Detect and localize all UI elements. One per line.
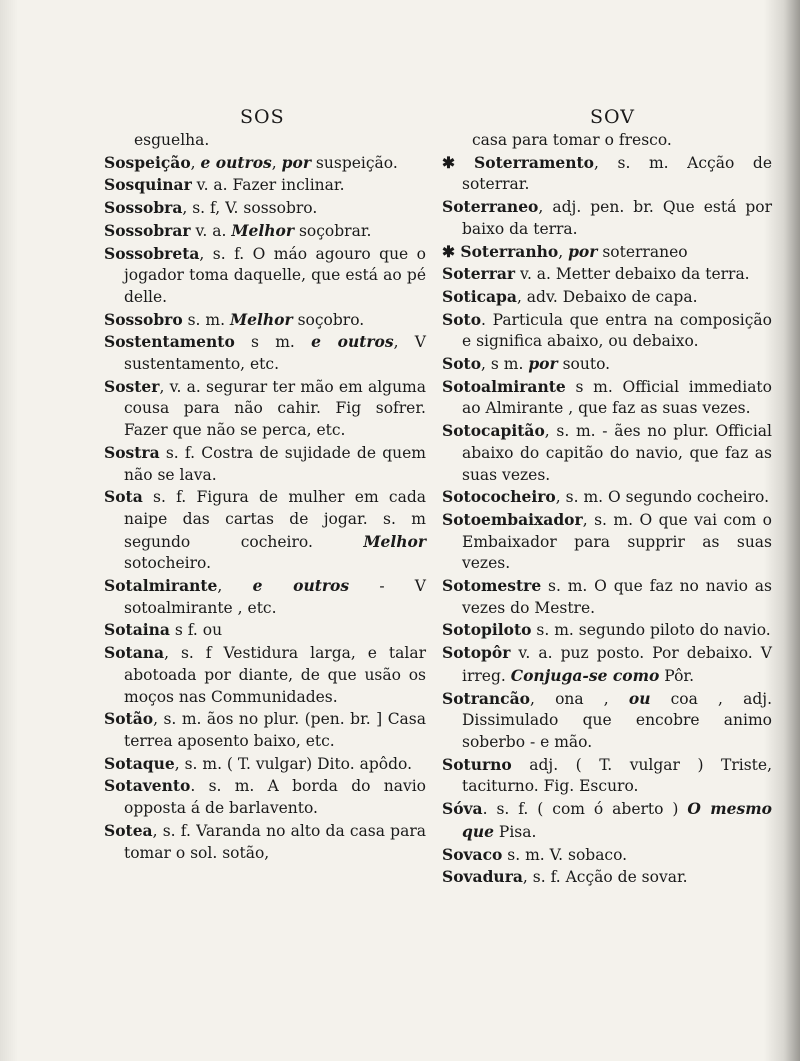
- definition-text: Pôr.: [659, 666, 695, 685]
- dictionary-entry: [442, 688, 772, 754]
- definition-text: soçobro.: [292, 310, 365, 329]
- headword: Sospeição: [104, 152, 191, 172]
- definition-text: , s m.: [481, 355, 529, 374]
- definition-text: casa para tomar o fresco.: [472, 131, 672, 149]
- dictionary-entry: [104, 442, 426, 486]
- headword: Sossobra: [104, 198, 183, 218]
- definition-text: s. m.: [182, 310, 230, 329]
- headword: ✱ Soterramento: [442, 152, 594, 172]
- italic-note: e outros: [311, 332, 394, 352]
- definition-text: ,: [190, 153, 201, 172]
- headword: Sotococheiro: [442, 487, 556, 507]
- definition-text: sotocheiro.: [124, 554, 212, 573]
- definition-text: , adv. Debaixo de capa.: [516, 287, 698, 306]
- right-column: [442, 130, 772, 889]
- definition-text: adj. ( T. vulgar ) Triste, taciturno. Fig. Escuro.: [462, 755, 772, 796]
- headword: Sotrancão: [442, 688, 530, 708]
- headword: Sovadura: [442, 867, 523, 887]
- dictionary-entry: [104, 708, 426, 752]
- definition-text: , s. m. Acção de soterrar.: [462, 153, 772, 194]
- dictionary-entry: [104, 309, 426, 332]
- headword: Sóva: [442, 799, 483, 819]
- dictionary-entry: [442, 619, 772, 642]
- definition-text: s. f. Figura de mulher em cada naipe das cartas de jogar. s. m segundo cocheiro.: [124, 488, 426, 551]
- definition-text: v. a.: [190, 221, 232, 240]
- left-column: [104, 130, 426, 864]
- italic-note: e outros: [200, 152, 272, 172]
- headword: Sossobrar: [104, 220, 191, 240]
- definition-text: soçobrar.: [294, 221, 372, 240]
- definition-text: coa , adj. Dissimulado que encobre animo soberbo - e mão.: [462, 689, 772, 751]
- italic-note: por: [568, 241, 598, 261]
- headword: Soto: [442, 354, 482, 374]
- italic-note: ou: [628, 688, 651, 708]
- definition-text: - V sotoalmirante , etc.: [124, 577, 426, 617]
- dictionary-entry: [442, 866, 772, 889]
- italic-note: Conjuga-se como: [510, 665, 660, 685]
- headword: Soster: [104, 376, 160, 396]
- headword: Sotoalmirante: [442, 376, 566, 396]
- dictionary-entry: [442, 798, 772, 843]
- left-running-head: SOS: [240, 106, 285, 128]
- dictionary-entry: [104, 197, 426, 220]
- definition-text: , s. m. ( T. vulgar) Dito. apôdo.: [174, 754, 412, 773]
- dictionary-entry: [104, 243, 426, 309]
- definition-text: suspeição.: [311, 153, 398, 172]
- dictionary-entry: [104, 331, 426, 375]
- page-left-margin: [0, 0, 18, 1061]
- definition-text: , V sustentamento, etc.: [124, 333, 426, 374]
- definition-text: , adj. pen. br. Que está por baixo da terra.: [462, 198, 772, 238]
- italic-note: por: [528, 354, 558, 374]
- dictionary-entry: [442, 353, 772, 376]
- definition-text: s f. ou: [169, 621, 223, 640]
- definition-text: , s. m. O que vai com o Embaixador para supprir as suas vezes.: [462, 510, 772, 573]
- definition-text: , s. f. Varanda no alto da casa para tomar o sol. sotão,: [124, 821, 426, 862]
- headword: Sostentamento: [104, 332, 235, 352]
- dictionary-entry: [442, 575, 772, 619]
- definition-text: ,: [558, 242, 569, 261]
- dictionary-entry: [104, 619, 426, 642]
- definition-text: s m.: [234, 333, 312, 352]
- definition-text: Pisa.: [493, 822, 537, 841]
- definition-text: , s. m. ãos no plur. (pen. br. ] Casa terrea aposento baixo, etc.: [124, 710, 426, 750]
- definition-text: v. a. Metter debaixo da terra.: [515, 265, 750, 284]
- definition-text: souto.: [557, 355, 611, 374]
- definition-text: ,: [217, 577, 253, 596]
- definition-text: v. a. puz posto. Por debaixo. V irreg.: [462, 644, 772, 685]
- definition-text: , s. f Vestidura larga, e talar abotoada por diante, de que usão os moços nas Communidades.: [124, 644, 426, 706]
- dictionary-entry: [442, 309, 772, 353]
- dictionary-entry: [442, 642, 772, 687]
- headword: Soto: [442, 309, 482, 329]
- dictionary-entry: [104, 753, 426, 776]
- italic-note: O mesmo que: [462, 799, 772, 841]
- headword: Soticapa: [442, 286, 517, 306]
- definition-text: , s. m. O segundo cocheiro.: [555, 488, 770, 507]
- dictionary-entry: [104, 575, 426, 619]
- dictionary-entry: [104, 152, 426, 175]
- dictionary-entry: [442, 241, 772, 264]
- dictionary-entry: [104, 174, 426, 197]
- definition-text: ,: [271, 153, 282, 172]
- definition-text: s. m. segundo piloto do navio.: [531, 621, 771, 640]
- dictionary-entry: [442, 376, 772, 420]
- headword: Sotalmirante: [104, 576, 218, 596]
- headword: Sosquinar: [104, 175, 192, 195]
- italic-note: Melhor: [229, 309, 293, 329]
- definition-text: s m. Official immediato ao Almirante , que faz as suas vezes.: [462, 377, 772, 418]
- dictionary-entry: [442, 844, 772, 867]
- definition-text: s. m. V. sobaco.: [502, 845, 628, 864]
- headword: Sotoembaixador: [442, 509, 583, 529]
- italic-note: Melhor: [231, 220, 295, 240]
- definition-text: , s. m. - ães no plur. Official abaixo do capitão do navio, que faz as suas vezes.: [462, 422, 772, 484]
- dictionary-entry: [104, 486, 426, 575]
- dictionary-entry: [442, 130, 772, 152]
- dictionary-entry: [442, 263, 772, 286]
- dictionary-entry: [442, 286, 772, 309]
- dictionary-entry: [442, 196, 772, 240]
- headword: Sostra: [104, 442, 160, 462]
- dictionary-entry: [442, 486, 772, 509]
- italic-note: e outros: [252, 576, 350, 596]
- dictionary-entry: [442, 509, 772, 575]
- dictionary-entry: [104, 130, 426, 152]
- definition-text: , s. f. O máo agouro que o jogador toma daquelle, que está ao pé delle.: [124, 244, 426, 306]
- headword: Sotocapitão: [442, 421, 545, 441]
- definition-text: , s. f. Acção de sovar.: [522, 868, 688, 887]
- headword: Sotomestre: [442, 576, 542, 596]
- definition-text: s. m. O que faz no navio as vezes do Mestre.: [462, 577, 772, 617]
- definition-text: , s. f, V. sossobro.: [182, 199, 318, 218]
- dictionary-entry: [104, 376, 426, 442]
- headword: Sotopôr: [442, 643, 511, 663]
- definition-text: . s. f. ( com ó aberto ): [482, 800, 688, 819]
- definition-text: soterraneo: [597, 242, 688, 261]
- headword: Soterrar: [442, 264, 516, 284]
- dictionary-entry: [104, 820, 426, 864]
- headword: Soterraneo: [442, 197, 539, 217]
- definition-text: . Particula que entra na composição e significa abaixo, ou debaixo.: [462, 310, 772, 351]
- definition-text: , v. a. segurar ter mão em alguma cousa para não cahir. Fig sofrer. Fazer que não se perca, etc.: [124, 377, 426, 440]
- headword: Sossobreta: [104, 243, 200, 263]
- right-running-head: SOV: [590, 106, 635, 128]
- headword: ✱ Soterranho: [442, 241, 559, 261]
- headword: Sotaina: [104, 620, 170, 640]
- headword: Sotopiloto: [442, 620, 532, 640]
- dictionary-entry: [442, 152, 772, 196]
- headword: Sossobro: [104, 309, 183, 329]
- definition-text: esguelha.: [134, 131, 210, 149]
- definition-text: , ona ,: [530, 689, 629, 708]
- headword: Sotana: [104, 643, 165, 663]
- headword: Sotea: [104, 820, 153, 840]
- headword: Sotaque: [104, 753, 175, 773]
- headword: Sota: [104, 487, 143, 507]
- italic-note: Melhor: [363, 531, 426, 551]
- dictionary-entry: [442, 754, 772, 798]
- dictionary-entry: [104, 642, 426, 708]
- definition-text: v. a. Fazer inclinar.: [191, 176, 345, 195]
- headword: Sovaco: [442, 844, 503, 864]
- headword: Sotão: [104, 709, 154, 729]
- definition-text: . s. m. A borda do navio opposta á de barlavento.: [124, 777, 426, 818]
- italic-note: por: [281, 152, 311, 172]
- headword: Soturno: [442, 754, 512, 774]
- dictionary-entry: [104, 775, 426, 819]
- headword: Sotavento: [104, 776, 191, 796]
- dictionary-entry: [104, 220, 426, 243]
- definition-text: s. f. Costra de sujidade de quem não se lava.: [124, 443, 426, 484]
- dictionary-entry: [442, 420, 772, 486]
